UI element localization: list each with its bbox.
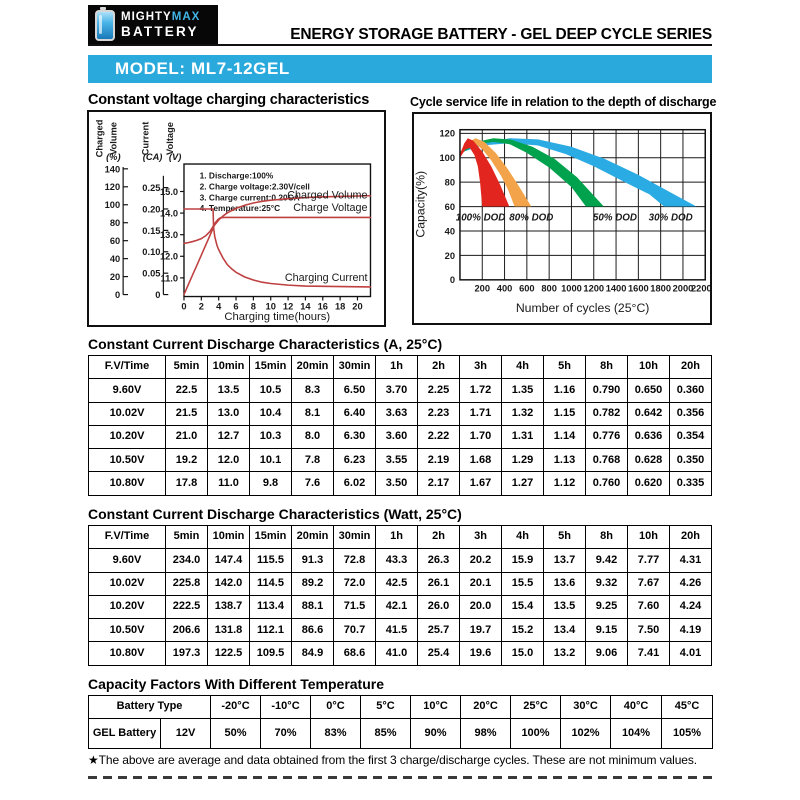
cell: 142.0 (208, 572, 250, 595)
svg-text:2200: 2200 (690, 283, 710, 294)
cycle-chart-canvas (414, 114, 710, 323)
cell: 10.4 (250, 402, 292, 425)
cell: 17.8 (166, 472, 208, 495)
column-header: 10h (628, 526, 670, 549)
cell: 19.2 (166, 449, 208, 472)
table-row (89, 449, 712, 472)
svg-text:Charged: Charged (94, 119, 105, 158)
svg-text:1. Discharge:100%: 1. Discharge:100% (199, 170, 274, 181)
cell: 15.0 (502, 642, 544, 665)
cell: 2.19 (418, 449, 460, 472)
svg-text:0.15: 0.15 (142, 225, 161, 236)
temperature-header: 0°C (311, 696, 361, 719)
table-row (89, 719, 713, 749)
cell: 6.30 (334, 425, 376, 448)
svg-text:1400: 1400 (605, 283, 627, 294)
brand-logo (88, 5, 218, 45)
svg-text:(CA): (CA) (142, 152, 163, 163)
table-row (89, 402, 712, 425)
header-row (89, 696, 713, 719)
svg-text:6: 6 (233, 301, 239, 312)
cell: 0.760 (586, 472, 628, 495)
cell: 225.8 (166, 572, 208, 595)
table-w-title: Constant Current Discharge Characteristics (Watt, 25°C) (88, 506, 462, 522)
capacity-factor-cell: 85% (361, 719, 411, 749)
cell: 86.6 (292, 619, 334, 642)
brand-name-max: MAX (171, 11, 201, 23)
footnote: ★The above are average and data obtained from the first 3 charge/discharge cycles. These are not minimum values. (88, 753, 698, 767)
cell: 11.0 (208, 472, 250, 495)
cell: 9.8 (250, 472, 292, 495)
cell: 0.642 (628, 402, 670, 425)
cell: 10.02V (89, 402, 166, 425)
table-t-title: Capacity Factors With Different Temperature (88, 676, 385, 692)
cell: 68.6 (334, 642, 376, 665)
discharge-amps-table (88, 355, 712, 496)
svg-text:0: 0 (155, 290, 161, 301)
svg-text:1800: 1800 (650, 283, 672, 294)
cell: 4.24 (670, 595, 712, 618)
cell: 0.768 (586, 449, 628, 472)
cell: 72.0 (334, 572, 376, 595)
svg-text:10: 10 (265, 301, 276, 312)
cell: 122.5 (208, 642, 250, 665)
svg-text:8: 8 (250, 301, 256, 312)
cell: 2.25 (418, 379, 460, 402)
svg-text:40: 40 (444, 226, 456, 237)
svg-text:80: 80 (109, 218, 121, 229)
cell: 41.5 (376, 619, 418, 642)
svg-text:600: 600 (519, 283, 535, 294)
header-row (89, 526, 712, 549)
svg-text:20: 20 (352, 301, 363, 312)
capacity-factor-cell: 83% (311, 719, 361, 749)
cell: 13.0 (208, 402, 250, 425)
cell: 9.25 (586, 595, 628, 618)
cell: 131.8 (208, 619, 250, 642)
temperature-header: 10°C (411, 696, 461, 719)
temperature-header: 40°C (611, 696, 662, 719)
battery-voltage-cell: 12V (161, 719, 211, 749)
cell: 8.0 (292, 425, 334, 448)
battery-type-cell: GEL Battery (89, 719, 161, 749)
column-header: 20min (292, 356, 334, 379)
cell: 19.6 (460, 642, 502, 665)
x-axis-label: Charging time(hours) (224, 311, 331, 324)
svg-text:2: 2 (198, 301, 204, 312)
cell: 3.70 (376, 379, 418, 402)
capacity-factor-cell: 70% (261, 719, 311, 749)
temperature-header: 45°C (662, 696, 713, 719)
cell: 6.23 (334, 449, 376, 472)
svg-text:Charged Volume: Charged Volume (287, 189, 368, 202)
cell: 10.80V (89, 642, 166, 665)
cell: 4.19 (670, 619, 712, 642)
charge-chart-title: Constant voltage charging characteristics (88, 92, 370, 108)
cell: 6.50 (334, 379, 376, 402)
svg-text:Volume: Volume (108, 122, 119, 155)
cell: 6.40 (334, 402, 376, 425)
svg-text:15.0: 15.0 (159, 186, 179, 197)
svg-text:Voltage: Voltage (165, 122, 176, 155)
cell: 84.9 (292, 642, 334, 665)
cell: 147.4 (208, 549, 250, 572)
table-row (89, 642, 712, 665)
cell: 0.620 (628, 472, 670, 495)
bottom-divider (88, 776, 712, 779)
svg-text:1200: 1200 (583, 283, 605, 294)
svg-text:120: 120 (104, 182, 121, 193)
table-row (89, 619, 712, 642)
column-header: 4h (502, 356, 544, 379)
column-header: 1h (376, 526, 418, 549)
cell: 222.5 (166, 595, 208, 618)
battery-type-header: Battery Type (89, 696, 211, 719)
svg-text:Current: Current (140, 121, 151, 156)
charge-chart (87, 110, 386, 327)
svg-text:1600: 1600 (627, 283, 649, 294)
cell: 13.5 (208, 379, 250, 402)
svg-text:12: 12 (282, 301, 294, 312)
cell: 0.636 (628, 425, 670, 448)
capacity-factor-cell: 104% (611, 719, 662, 749)
cell: 8.3 (292, 379, 334, 402)
cell: 234.0 (166, 549, 208, 572)
cell: 9.15 (586, 619, 628, 642)
column-header: 8h (586, 356, 628, 379)
cell: 41.0 (376, 642, 418, 665)
temperature-header: 30°C (561, 696, 611, 719)
cell: 197.3 (166, 642, 208, 665)
column-header: 4h (502, 526, 544, 549)
svg-text:0: 0 (449, 275, 456, 286)
column-header: 20min (292, 526, 334, 549)
column-header: 10min (208, 356, 250, 379)
temperature-header: -20°C (211, 696, 261, 719)
cell: 1.68 (460, 449, 502, 472)
table-row (89, 379, 712, 402)
column-header: 3h (460, 526, 502, 549)
column-header: 8h (586, 526, 628, 549)
cell: 4.31 (670, 549, 712, 572)
svg-text:50% DOD: 50% DOD (592, 212, 637, 224)
series-title: ENERGY STORAGE BATTERY - GEL DEEP CYCLE SERIES (290, 26, 712, 43)
temperature-header: 25°C (511, 696, 561, 719)
cell: 114.5 (250, 572, 292, 595)
cell: 1.31 (502, 425, 544, 448)
cell: 20.0 (460, 595, 502, 618)
column-header: 15min (250, 526, 292, 549)
svg-text:200: 200 (474, 283, 491, 294)
cell: 0.776 (586, 425, 628, 448)
cell: 9.42 (586, 549, 628, 572)
cell: 1.71 (460, 402, 502, 425)
cell: 9.32 (586, 572, 628, 595)
brand-name-mighty: MIGHTY (121, 11, 172, 23)
cell: 1.12 (544, 472, 586, 495)
capacity-factor-cell: 105% (662, 719, 713, 749)
capacity-factor-cell: 98% (461, 719, 511, 749)
cell: 21.0 (166, 425, 208, 448)
capacity-factor-cell: 100% (511, 719, 561, 749)
column-header: 5h (544, 356, 586, 379)
temperature-header: 5°C (361, 696, 411, 719)
cell: 42.5 (376, 572, 418, 595)
cell: 0.356 (670, 402, 712, 425)
cell: 1.72 (460, 379, 502, 402)
cell: 20.1 (460, 572, 502, 595)
temperature-factors-table (88, 695, 713, 749)
svg-text:100: 100 (104, 200, 121, 211)
cell: 72.8 (334, 549, 376, 572)
table-row (89, 425, 712, 448)
svg-text:Charging Current: Charging Current (284, 271, 368, 284)
svg-text:(V): (V) (168, 152, 182, 163)
table-a-title: Constant Current Discharge Characteristics (A, 25°C) (88, 336, 443, 352)
svg-text:4. Temperature:25°C: 4. Temperature:25°C (199, 203, 281, 214)
cell: 26.1 (418, 572, 460, 595)
cell: 19.7 (460, 619, 502, 642)
svg-text:60: 60 (109, 236, 121, 247)
charge-chart-canvas (89, 112, 384, 325)
cell: 1.67 (460, 472, 502, 495)
cell: 4.01 (670, 642, 712, 665)
cell: 10.1 (250, 449, 292, 472)
cell: 0.360 (670, 379, 712, 402)
cell: 12.0 (208, 449, 250, 472)
svg-text:18: 18 (334, 301, 346, 312)
svg-text:12.0: 12.0 (159, 251, 179, 262)
cell: 7.60 (628, 595, 670, 618)
column-header: 10min (208, 526, 250, 549)
cycle-chart (412, 112, 712, 325)
svg-text:80: 80 (444, 177, 456, 188)
cell: 7.41 (628, 642, 670, 665)
cell: 70.7 (334, 619, 376, 642)
svg-text:3. Charge current:0.20CA: 3. Charge current:0.20CA (199, 192, 300, 203)
svg-text:14: 14 (300, 301, 311, 312)
column-header: 5h (544, 526, 586, 549)
cell: 3.60 (376, 425, 418, 448)
svg-text:1000: 1000 (561, 283, 582, 294)
cell: 112.1 (250, 619, 292, 642)
temperature-header: 20°C (461, 696, 511, 719)
svg-text:30% DOD: 30% DOD (648, 212, 693, 224)
table-row (89, 572, 712, 595)
cell: 21.5 (166, 402, 208, 425)
svg-text:20: 20 (444, 250, 456, 261)
cell: 3.50 (376, 472, 418, 495)
cell: 0.782 (586, 402, 628, 425)
cell: 0.790 (586, 379, 628, 402)
cell: 71.5 (334, 595, 376, 618)
capacity-factor-cell: 50% (211, 719, 261, 749)
cell: 7.50 (628, 619, 670, 642)
cell: 15.4 (502, 595, 544, 618)
svg-text:14.0: 14.0 (159, 208, 179, 219)
cell: 1.15 (544, 402, 586, 425)
cell: 3.55 (376, 449, 418, 472)
cycle-chart-title: Cycle service life in relation to the depth of discharge (410, 95, 717, 109)
cell: 1.16 (544, 379, 586, 402)
svg-text:2. Charge voltage:2.30V/cell: 2. Charge voltage:2.30V/cell (199, 181, 310, 192)
cell: 0.628 (628, 449, 670, 472)
column-header: 10h (628, 356, 670, 379)
cell: 25.4 (418, 642, 460, 665)
cell: 7.8 (292, 449, 334, 472)
cell: 1.14 (544, 425, 586, 448)
cell: 43.3 (376, 549, 418, 572)
cell: 0.350 (670, 449, 712, 472)
cell: 13.4 (544, 619, 586, 642)
svg-text:140: 140 (104, 164, 121, 175)
cell: 2.22 (418, 425, 460, 448)
cell: 7.67 (628, 572, 670, 595)
cell: 206.6 (166, 619, 208, 642)
cell: 9.60V (89, 379, 166, 402)
column-header: 20h (670, 526, 712, 549)
cell: 10.20V (89, 595, 166, 618)
column-header: 15min (250, 356, 292, 379)
cell: 0.650 (628, 379, 670, 402)
cell: 13.6 (544, 572, 586, 595)
cell: 0.354 (670, 425, 712, 448)
svg-text:0: 0 (181, 301, 187, 312)
svg-text:13.0: 13.0 (159, 230, 179, 241)
column-header: 30min (334, 356, 376, 379)
capacity-factor-cell: 102% (561, 719, 611, 749)
svg-text:Charge Voltage: Charge Voltage (293, 202, 368, 215)
svg-text:(%): (%) (106, 152, 121, 163)
svg-text:20: 20 (109, 272, 121, 283)
cell: 7.77 (628, 549, 670, 572)
svg-text:0.20: 0.20 (142, 204, 161, 215)
cell: 9.06 (586, 642, 628, 665)
cell: 3.63 (376, 402, 418, 425)
cell: 15.5 (502, 572, 544, 595)
cell: 10.3 (250, 425, 292, 448)
cell: 20.2 (460, 549, 502, 572)
svg-text:0.25: 0.25 (142, 183, 161, 194)
cell: 2.17 (418, 472, 460, 495)
svg-text:800: 800 (541, 283, 557, 294)
brand-name-battery: BATTERY (121, 24, 199, 39)
cell: 1.35 (502, 379, 544, 402)
column-header: F.V/Time (89, 526, 166, 549)
cell: 88.1 (292, 595, 334, 618)
model-banner: MODEL: ML7-12GEL (88, 55, 712, 83)
x-axis-label: Number of cycles (25°C) (515, 301, 650, 316)
discharge-watts-table (88, 525, 712, 666)
cell: 4.26 (670, 572, 712, 595)
cell: 10.20V (89, 425, 166, 448)
svg-text:100% DOD: 100% DOD (455, 212, 506, 224)
cell: 1.29 (502, 449, 544, 472)
svg-text:80% DOD: 80% DOD (509, 212, 554, 224)
cell: 89.2 (292, 572, 334, 595)
cell: 91.3 (292, 549, 334, 572)
svg-text:60: 60 (444, 202, 456, 213)
cell: 26.0 (418, 595, 460, 618)
svg-text:0: 0 (114, 290, 121, 301)
header-rule (88, 44, 712, 46)
cell: 15.2 (502, 619, 544, 642)
cell: 115.5 (250, 549, 292, 572)
svg-text:2000: 2000 (672, 283, 694, 294)
brand-wordmark (121, 11, 200, 39)
cell: 10.02V (89, 572, 166, 595)
cell: 25.7 (418, 619, 460, 642)
table-row (89, 549, 712, 572)
column-header: 5min (166, 356, 208, 379)
svg-text:0.05: 0.05 (142, 268, 161, 279)
column-header: 30min (334, 526, 376, 549)
cell: 109.5 (250, 642, 292, 665)
y-axis-label: Capacity(%) (414, 170, 428, 238)
column-header: 5min (166, 526, 208, 549)
cell: 10.80V (89, 472, 166, 495)
battery-icon (95, 10, 115, 41)
column-header: 20h (670, 356, 712, 379)
cell: 10.50V (89, 619, 166, 642)
cell: 1.32 (502, 402, 544, 425)
svg-text:100: 100 (439, 153, 456, 164)
temperature-header: -10°C (261, 696, 311, 719)
cell: 9.60V (89, 549, 166, 572)
cell: 12.7 (208, 425, 250, 448)
cell: 2.23 (418, 402, 460, 425)
svg-text:0.10: 0.10 (142, 247, 161, 258)
table-row (89, 595, 712, 618)
cell: 8.1 (292, 402, 334, 425)
capacity-factor-cell: 90% (411, 719, 461, 749)
cell: 138.7 (208, 595, 250, 618)
header-row (89, 356, 712, 379)
cell: 26.3 (418, 549, 460, 572)
cell: 13.5 (544, 595, 586, 618)
cell: 1.27 (502, 472, 544, 495)
cell: 22.5 (166, 379, 208, 402)
column-header: F.V/Time (89, 356, 166, 379)
svg-text:400: 400 (496, 283, 513, 294)
cell: 10.5 (250, 379, 292, 402)
column-header: 3h (460, 356, 502, 379)
cell: 13.7 (544, 549, 586, 572)
cell: 15.9 (502, 549, 544, 572)
column-header: 2h (418, 526, 460, 549)
cell: 13.2 (544, 642, 586, 665)
cell: 1.13 (544, 449, 586, 472)
table-row (89, 472, 712, 495)
cell: 0.335 (670, 472, 712, 495)
cell: 42.1 (376, 595, 418, 618)
cell: 6.02 (334, 472, 376, 495)
cell: 10.50V (89, 449, 166, 472)
svg-text:120: 120 (439, 128, 456, 139)
svg-text:16: 16 (317, 301, 328, 312)
column-header: 1h (376, 356, 418, 379)
column-header: 2h (418, 356, 460, 379)
svg-text:40: 40 (109, 254, 121, 265)
cell: 7.6 (292, 472, 334, 495)
cell: 1.70 (460, 425, 502, 448)
svg-text:11.0: 11.0 (160, 273, 179, 284)
cell: 113.4 (250, 595, 292, 618)
svg-text:4: 4 (216, 301, 222, 312)
